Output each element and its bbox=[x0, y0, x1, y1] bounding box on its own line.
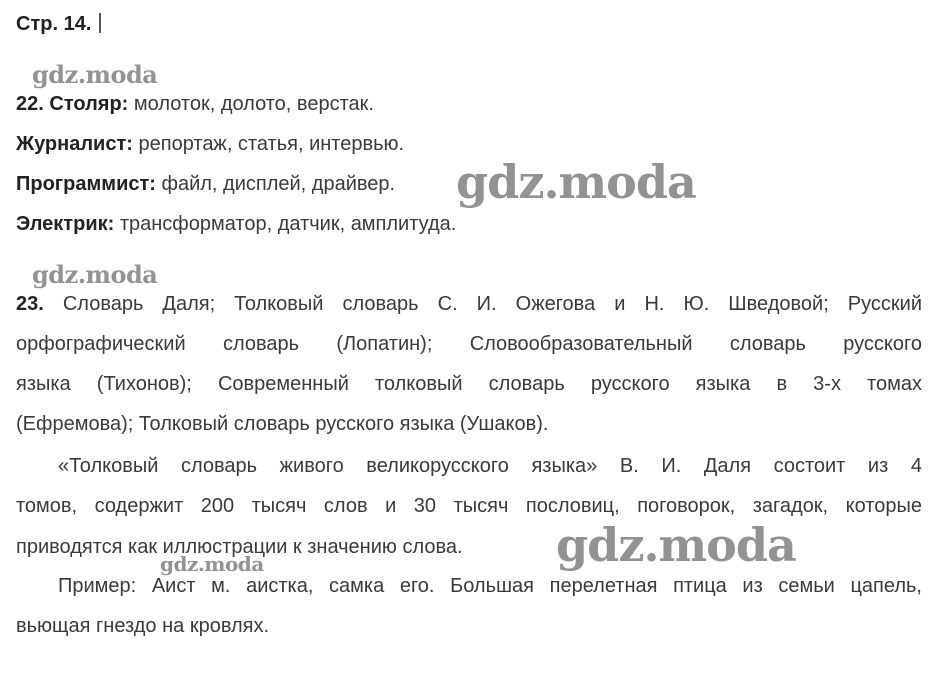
para3-line-1: Пример: Аист м. аистка, самка его. Большая перелетная птица из семьи цапель, bbox=[58, 575, 922, 597]
ex23-line-3: языка (Тихонов); Современный толковый словарь русского языка в 3-х томах bbox=[16, 373, 922, 395]
ex23-line-2: орфографический словарь (Лопатин); Словообразовательный словарь русского bbox=[16, 333, 922, 355]
para3-line-2: вьющая гнездо на кровлях. bbox=[16, 615, 270, 637]
para2-line-1: «Толковый словарь живого великорусского языка» В. И. Даля состоит из 4 bbox=[58, 455, 922, 477]
para2-line-3: приводятся как иллюстрации к значению слова. bbox=[16, 536, 463, 558]
watermark: gdz.moda bbox=[556, 518, 796, 572]
ex23-number: 23. bbox=[16, 293, 44, 315]
watermark: gdz.moda bbox=[32, 260, 158, 289]
term: Журналист: bbox=[16, 133, 133, 155]
ex22-line-1 bbox=[16, 92, 374, 116]
ex22-line-3 bbox=[16, 172, 395, 196]
ex23-line-1 bbox=[16, 292, 922, 316]
term: Программист: bbox=[16, 173, 156, 195]
term: Столяр: bbox=[49, 93, 129, 115]
ex22-line-2 bbox=[16, 132, 404, 156]
ex22-number: 22. bbox=[16, 93, 44, 115]
page-label bbox=[16, 12, 101, 36]
definition: молоток, долото, верстак. bbox=[128, 93, 374, 115]
page-label-text: Стр. 14. bbox=[16, 13, 92, 35]
term: Электрик: bbox=[16, 213, 115, 235]
ex23-text: Словарь Даля; Толковый словарь С. И. Ожегова и Н. Ю. Шведовой; Русский bbox=[43, 293, 922, 315]
ex22-line-4 bbox=[16, 212, 456, 236]
watermark: gdz.moda bbox=[160, 552, 264, 576]
definition: файл, дисплей, драйвер. bbox=[155, 173, 396, 195]
para2-line-2: томов, содержит 200 тысяч слов и 30 тысяч пословиц, поговорок, загадок, которые bbox=[16, 495, 922, 517]
definition: репортаж, статья, интервью. bbox=[132, 133, 405, 155]
watermark: gdz.moda bbox=[32, 60, 158, 89]
text-cursor bbox=[99, 13, 101, 33]
watermark: gdz.moda bbox=[456, 155, 696, 209]
ex23-line-4: (Ефремова); Толковый словарь русского языка (Ушаков). bbox=[16, 413, 549, 435]
definition: трансформатор, датчик, амплитуда. bbox=[114, 213, 457, 235]
